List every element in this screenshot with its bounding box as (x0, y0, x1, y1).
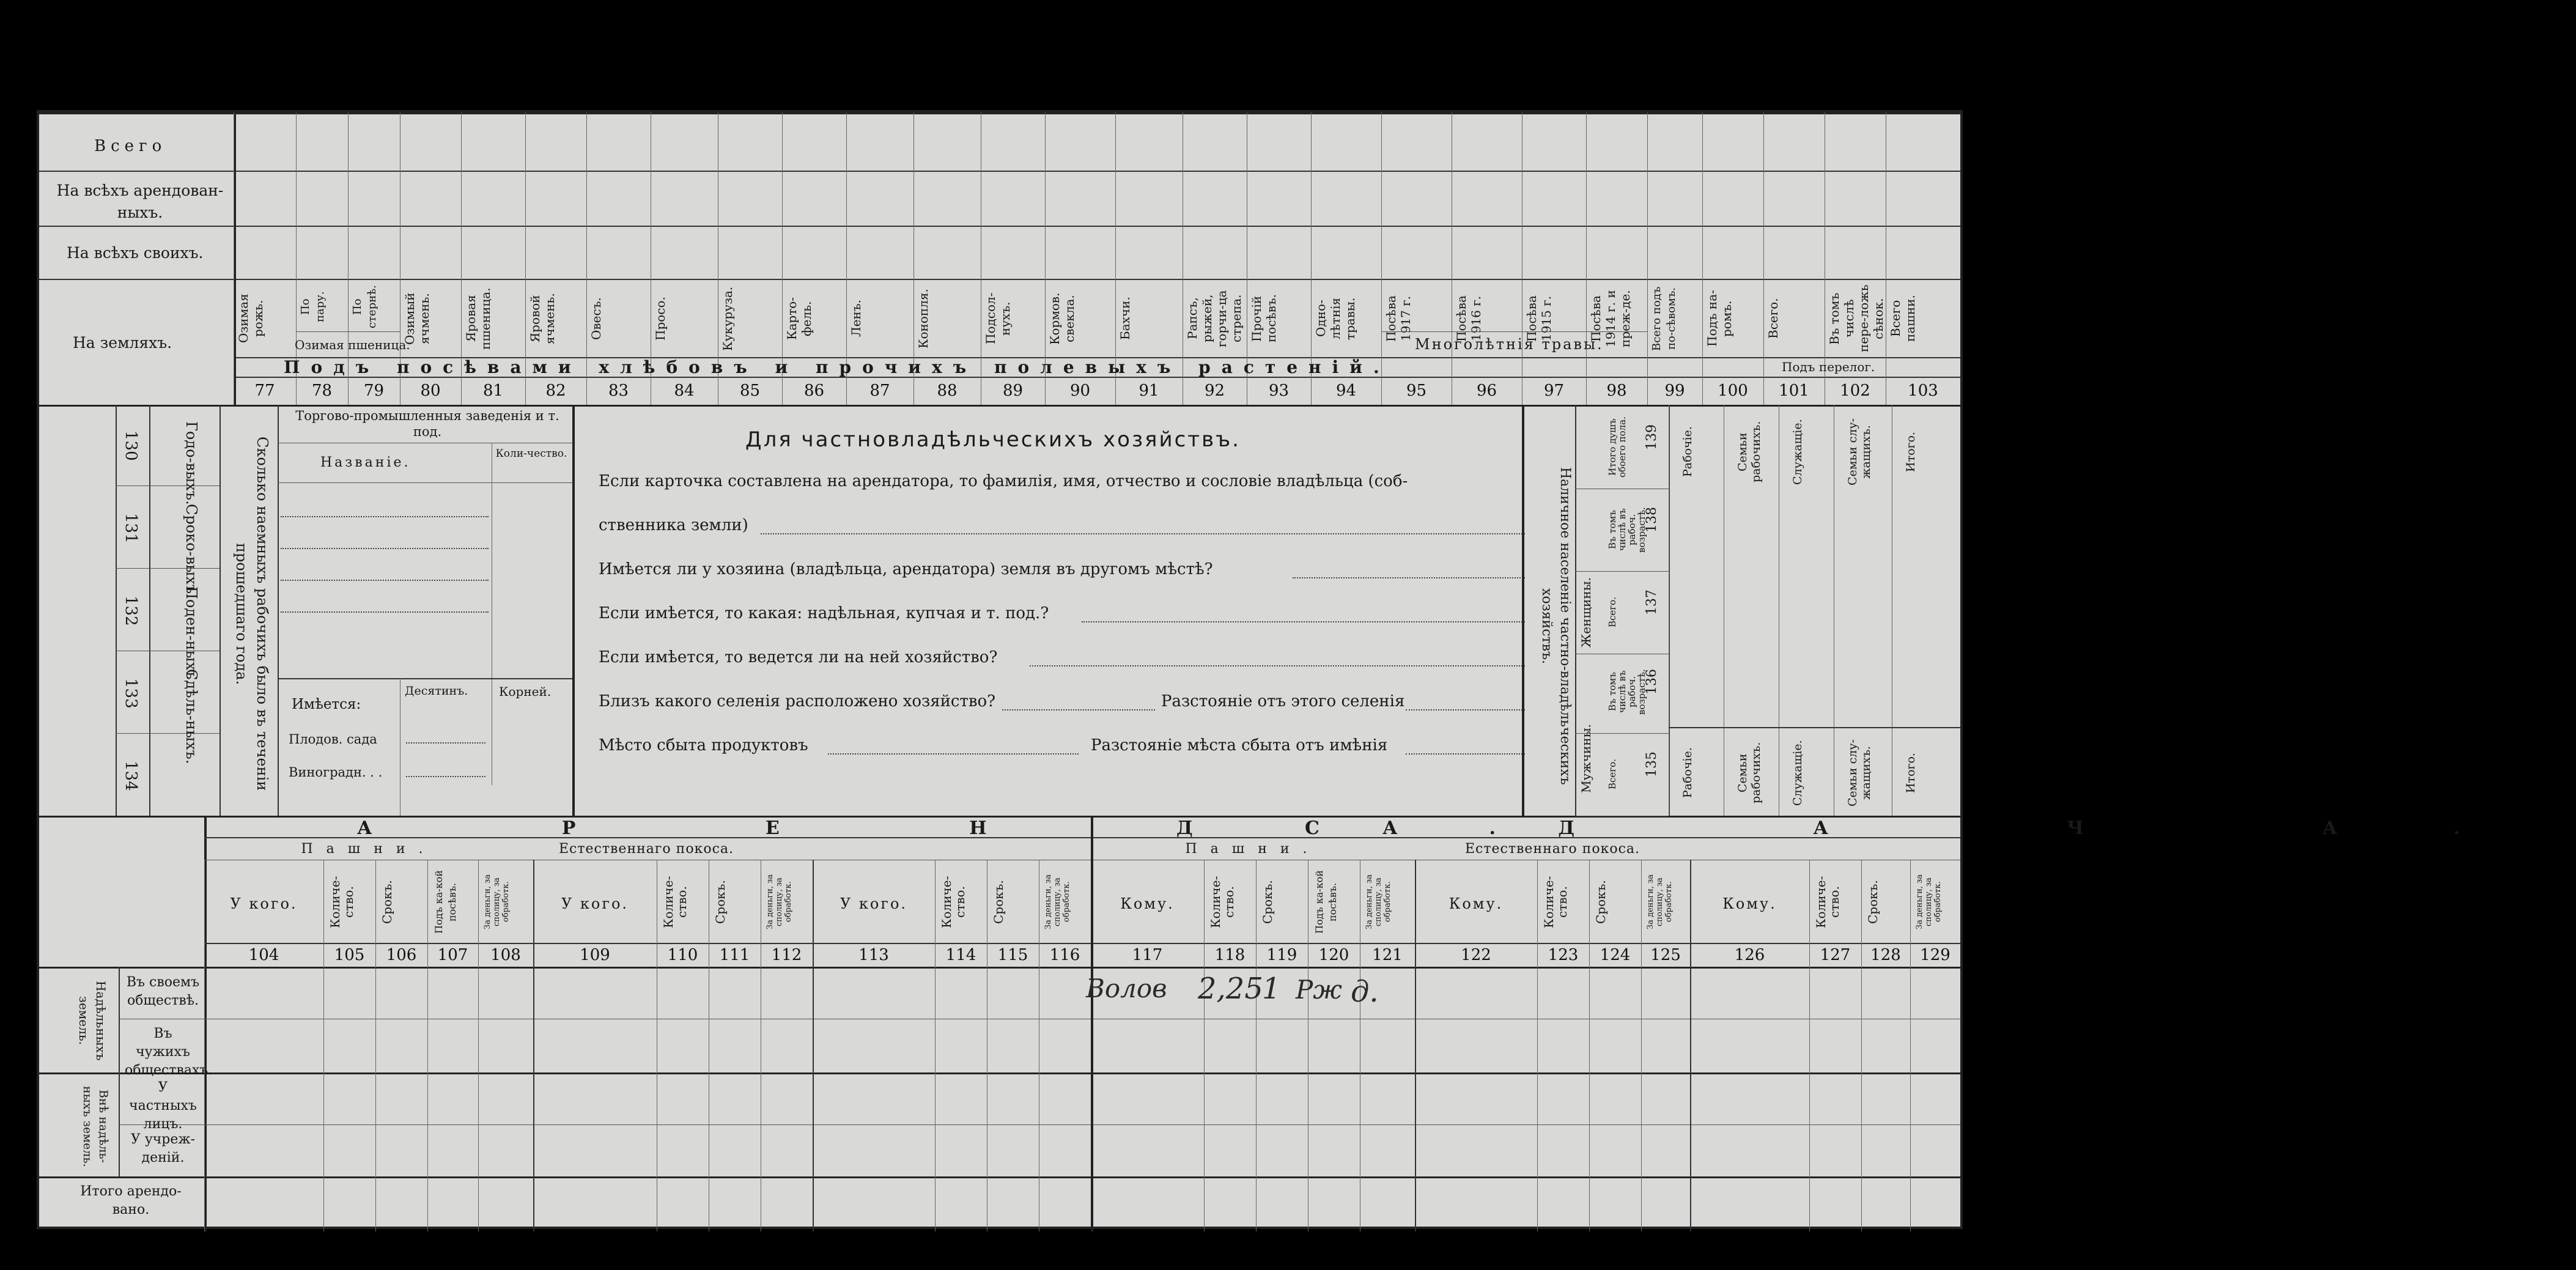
nadel-group: Надѣльныхъ земель. (76, 980, 108, 1061)
col-line (478, 860, 479, 1231)
crop-header: Кормов. свекла. (1047, 292, 1077, 345)
worker-col-header: Семьи рабочихъ. (1736, 742, 1763, 804)
row-line (296, 331, 400, 332)
vineyard-label: Виноградн. . . (289, 765, 383, 780)
question-3: Если имѣется, то какая: надѣльная, купчая и т. под.? (599, 604, 1049, 622)
column-number: 113 (858, 946, 889, 964)
col-line (1910, 860, 1911, 1231)
col-line (1415, 860, 1416, 1231)
column-number: 84 (674, 382, 695, 400)
col-line (935, 860, 936, 1231)
row-divider (39, 279, 1960, 280)
population-col-number: 139 (1644, 424, 1659, 450)
col-line (427, 860, 428, 1231)
col-line (1575, 405, 1576, 816)
lease-col-header: У кого. (561, 895, 629, 912)
lease-col-header: Количе-ство. (1541, 876, 1570, 928)
worker-col-header: Семьи слу-жащихъ. (1846, 418, 1873, 485)
lease-col-header: Срокъ. (380, 880, 394, 924)
row-line (39, 967, 1960, 969)
crop-header: Посѣва 1914 г. и преж-де. (1589, 290, 1633, 347)
row-line (278, 482, 572, 483)
col-130-label: Годо-выхъ. (183, 421, 200, 505)
women-label: Женщины. (1579, 577, 1593, 648)
worker-col-header: Итого. (1904, 432, 1917, 472)
column-number: 93 (1268, 382, 1290, 400)
row-line (1669, 727, 1960, 728)
col-line (533, 860, 534, 1231)
crop-header: По стернѣ. (351, 285, 378, 329)
lease-col-header: Срокъ. (1260, 880, 1275, 924)
col-line (323, 860, 324, 1231)
crop-header: Конопля. (916, 289, 931, 349)
lease-col-header: Количе-ство. (1814, 876, 1842, 928)
lease-col-header: Кому. (1722, 895, 1777, 912)
under-crops-banner: Подъ посѣвами хлѣбовъ и прочихъ полевыхъ растенiй. (284, 357, 1390, 377)
column-number: 115 (997, 946, 1028, 964)
worker-col-header: Служащiе. (1791, 740, 1804, 806)
crop-header: Одно-лѣтнiя травы. (1313, 297, 1357, 340)
lease-col-header: Количе-ство. (939, 876, 967, 928)
question-2: Имѣется ли у хозяина (владѣльца, арендатора) земля въ другомъ мѣстѣ? (599, 560, 1213, 578)
column-number: 118 (1214, 946, 1246, 964)
hw-payment: д. (1351, 975, 1379, 1009)
orchard-label: Плодов. сада (289, 732, 377, 747)
col-line (1647, 113, 1648, 405)
col-line (1861, 860, 1862, 1231)
col-line (813, 860, 814, 1231)
worker-col-header: Рабочiе. (1681, 426, 1694, 478)
blank-line (1406, 753, 1525, 755)
col-line (220, 405, 221, 816)
column-number: 119 (1266, 946, 1297, 964)
col-line (119, 967, 120, 1176)
blank-line (1406, 709, 1525, 711)
column-number: 89 (1002, 382, 1024, 400)
population-col-label: Въ томъ числѣ въ рабоч. возрастѣ. (1607, 507, 1647, 553)
hw-komu: Волов (1086, 973, 1167, 1003)
col-131-num: 131 (122, 513, 140, 544)
crop-header: Озимая рожь. (236, 294, 265, 344)
worker-col-header: Семьи слу-жащихъ. (1846, 739, 1873, 807)
column-number: 117 (1132, 946, 1163, 964)
column-number: 85 (739, 382, 761, 400)
col-133-num: 133 (122, 678, 140, 709)
col-line (1702, 113, 1703, 405)
column-number: 126 (1734, 946, 1765, 964)
row-line (204, 943, 1960, 944)
column-number: 86 (803, 382, 825, 400)
lease-col-header: За деньги, за сполицу, за обработк. (766, 874, 793, 930)
row-line (1381, 331, 1647, 332)
crop-header: Посѣва 1915 г. (1524, 295, 1554, 342)
row-institutions: У учреж-денiй. (130, 1132, 196, 1165)
question-5b: Разстоянiе отъ этого селенiя (1161, 692, 1405, 711)
question-6b: Разстоянiе мѣста сбыта отъ имѣнiя (1091, 736, 1388, 755)
crop-header: Кукуруза. (720, 286, 735, 351)
crop-header: Просо. (653, 297, 668, 341)
crop-header: Всего подъ по-сѣвомъ. (1650, 286, 1678, 351)
question-6: Мѣсто сбыта продуктовъ (599, 736, 808, 755)
col-134-num: 134 (122, 761, 140, 791)
column-number: 105 (334, 946, 365, 964)
lease-col-header: За деньги, за сполицу, за обработк. (1915, 874, 1943, 930)
trade-qty-col: Коли-чество. (495, 448, 567, 460)
column-number: 82 (545, 382, 566, 400)
crop-header: Бахчи. (1118, 297, 1132, 341)
crop-header: Посѣва 1916 г. (1454, 295, 1483, 342)
col-line (1589, 860, 1590, 1231)
column-number: 95 (1406, 382, 1427, 400)
row-line (116, 485, 220, 486)
row-line (116, 568, 220, 569)
blank-line (281, 548, 489, 549)
column-number: 100 (1718, 382, 1748, 400)
column-number: 102 (1840, 382, 1870, 400)
col-132-label: Поден-ныхъ. (183, 586, 200, 684)
sdacha-banner: С Д А Ч А. (1305, 818, 2576, 839)
desyatin-col: Десятинъ. (405, 684, 468, 698)
question-5: Близъ какого селенiя расположено хозяйство? (599, 692, 996, 711)
col-line (1204, 860, 1205, 1231)
winter-wheat-group: Озимая пшеница. (295, 338, 410, 352)
col-line (375, 860, 376, 1231)
crop-header: Рапсъ, рыжей, горчи-ца стрепа. (1185, 290, 1244, 347)
col-line (1256, 860, 1257, 1231)
blank-line (281, 516, 489, 517)
column-number: 92 (1204, 382, 1225, 400)
crop-header: По пару. (299, 291, 327, 323)
column-number: 121 (1372, 946, 1403, 964)
lease-col-header: Срокъ. (991, 880, 1006, 924)
lease-col-header: У кого. (230, 895, 298, 912)
worker-col-header: Служащiе. (1791, 419, 1804, 485)
lease-col-header: Количе-ство. (661, 876, 689, 928)
column-number: 125 (1650, 946, 1681, 964)
row-line (119, 1124, 1960, 1125)
column-number: 124 (1600, 946, 1631, 964)
column-number: 80 (420, 382, 441, 400)
crop-header: Подъ на-ромъ. (1705, 290, 1734, 347)
fallow-label: Подъ перелог. (1782, 360, 1875, 374)
col-line (1586, 113, 1587, 405)
col-line (572, 405, 575, 816)
col-line (1809, 860, 1810, 1231)
blank-line (406, 776, 485, 777)
col-line (1537, 860, 1538, 1231)
column-number: 106 (386, 946, 417, 964)
lease-col-header: Подъ ка-кой посѣвъ. (1313, 870, 1338, 934)
column-number: 122 (1461, 946, 1491, 964)
row-own-community: Въ своемъ обществѣ. (126, 975, 200, 1008)
population-label: Наличное населенiе частно-владѣльческихъ хозяйствъ. (1539, 467, 1573, 785)
col-133-label: Сдѣль-ныхъ. (183, 669, 200, 764)
blank-line (1293, 577, 1525, 578)
crop-header: Всего. (1766, 298, 1781, 339)
lease-col-header: Кому. (1449, 895, 1504, 912)
column-number: 110 (667, 946, 698, 964)
blank-line (281, 580, 489, 581)
section-divider (39, 405, 1960, 407)
crop-header: Озимый ячмень. (402, 292, 432, 345)
col-130-num: 130 (122, 430, 140, 461)
lease-col-header: За деньги, за сполицу, за обработк. (1044, 874, 1071, 930)
crop-header: Прочiй посѣвъ. (1249, 294, 1279, 343)
row-label-rented: На всѣхъ арендован-ныхъ. (56, 182, 224, 221)
blank-line (828, 753, 1079, 755)
population-col-label: Итого душъ обоего пола. (1607, 416, 1628, 478)
column-number: 94 (1335, 382, 1357, 400)
column-number: 87 (869, 382, 890, 400)
column-number: 77 (254, 382, 275, 400)
arenda-pokos-label: Естественнаго покоса. (558, 841, 734, 857)
column-number: 91 (1139, 382, 1159, 400)
col-132-num: 132 (122, 596, 140, 626)
crop-header: Всего пашни. (1888, 295, 1917, 342)
population-col-label: Всего. (1607, 597, 1618, 628)
column-number: 101 (1779, 382, 1809, 400)
column-number: 114 (945, 946, 976, 964)
column-number: 111 (719, 946, 750, 964)
trade-title: Торгово-промышленныя заведенiя и т. под. (295, 408, 559, 439)
column-number: 129 (1920, 946, 1950, 964)
column-number: 99 (1664, 382, 1685, 400)
row-line (1575, 733, 1669, 734)
row-line (39, 1072, 1960, 1074)
col-line (1690, 860, 1691, 1231)
column-number: 103 (1908, 382, 1938, 400)
census-form-sheet (37, 110, 2576, 1229)
crop-header: Ленъ. (849, 300, 863, 338)
blank-line (281, 611, 489, 613)
col-line (116, 405, 117, 816)
column-number: 88 (937, 382, 958, 400)
blank-line (761, 533, 1525, 534)
column-number: 90 (1069, 382, 1091, 400)
column-number: 96 (1476, 382, 1497, 400)
question-4: Если имѣется, то ведется ли на ней хозяйство? (599, 648, 998, 666)
column-number: 104 (248, 946, 279, 964)
crop-header: Въ томъ числѣ пере-ложь сѣнок. (1827, 284, 1886, 353)
column-number: 98 (1606, 382, 1627, 400)
vne-group: Внѣ надѣль-ныхъ земель. (81, 1085, 110, 1167)
worker-col-header: Семьи рабочихъ. (1736, 421, 1763, 483)
hw-crop: Рж (1296, 975, 1343, 1005)
lease-col-header: Кому. (1120, 895, 1175, 912)
hired-workers-label: Сколько наемныхъ рабочихъ было въ теченiи прошедшаго года. (233, 437, 271, 791)
sdacha-pashni-label: Пашни. (1185, 841, 1321, 857)
crop-header: Овесъ. (589, 297, 603, 340)
column-number: 128 (1870, 946, 1901, 964)
row-line (39, 1176, 1960, 1178)
population-col-number: 137 (1644, 589, 1659, 615)
crop-header: Яровая пшеница. (463, 287, 493, 350)
column-number: 78 (311, 382, 333, 400)
hw-term: 1 (1262, 972, 1281, 1006)
crop-header: Подсол-нухъ. (983, 292, 1013, 345)
col-line (1091, 816, 1093, 1231)
worker-col-header: Итого. (1904, 753, 1917, 793)
has-label: Имѣется: (292, 696, 361, 712)
population-col-number: 136 (1644, 669, 1659, 695)
row-label-own: На всѣхъ своихъ. (67, 244, 204, 262)
worker-col-header: Рабочiе. (1681, 747, 1694, 799)
col-line (1763, 113, 1764, 405)
column-number: 120 (1318, 946, 1349, 964)
blank-line (1030, 665, 1525, 666)
arenda-pashni-label: Пашни. (301, 841, 437, 857)
lease-col-header: Количе-ство. (1208, 876, 1236, 928)
row-private-persons: У частныхъ лицъ. (129, 1080, 197, 1132)
col-line (204, 860, 205, 1231)
population-col-label: Въ томъ числѣ въ рабоч. возрастѣ. (1607, 669, 1647, 715)
question-1b: ственника земли) (599, 516, 748, 534)
row-label-total: Всего (94, 137, 167, 155)
population-col-label: Всего. (1607, 759, 1618, 790)
column-number: 108 (490, 946, 521, 964)
col-line (1641, 860, 1642, 1231)
col-line (149, 405, 150, 816)
column-number: 107 (437, 946, 468, 964)
private-title: Для частновладѣльческихъ хозяйствъ. (745, 427, 1241, 452)
row-divider (39, 226, 1960, 227)
crop-header: Посѣва 1917 г. (1384, 295, 1413, 342)
lease-col-header: Подъ ка-кой посѣвъ. (433, 870, 458, 934)
blank-line (1082, 621, 1525, 622)
row-line (1575, 571, 1669, 572)
column-number: 127 (1820, 946, 1851, 964)
col-line (1522, 405, 1524, 816)
column-number: 116 (1049, 946, 1080, 964)
column-number: 112 (771, 946, 802, 964)
row-other-communities: Въ чужихъ обществахъ. (125, 1026, 213, 1078)
column-number: 123 (1548, 946, 1579, 964)
column-number: 109 (580, 946, 610, 964)
row-line (116, 733, 220, 734)
column-number: 81 (482, 382, 504, 400)
lease-col-header: За деньги, за сполицу, за обработк. (1646, 874, 1674, 930)
lease-col-header: Срокъ. (713, 880, 728, 924)
roots-col: Корней. (499, 684, 552, 699)
lease-col-header: Срокъ. (1593, 880, 1608, 924)
col-131-label: Сроко-выхъ. (183, 504, 200, 599)
column-number: 83 (608, 382, 629, 400)
men-label: Мужчины. (1579, 724, 1593, 793)
top-border (39, 113, 1960, 114)
blank-line (406, 742, 485, 744)
blank-line (1002, 709, 1155, 711)
column-number: 79 (363, 382, 385, 400)
lease-col-header: Количе-ство. (328, 876, 356, 928)
trade-name-col: Названiе. (320, 455, 411, 470)
row-label-on-lands: На земляхъ. (73, 334, 172, 352)
crop-header: Карто-фель. (784, 297, 814, 341)
sdacha-pokos-label: Естественнаго покоса. (1464, 841, 1640, 857)
lease-col-header: У кого. (840, 895, 908, 912)
lease-col-header: Срокъ. (1866, 880, 1880, 924)
column-number: 97 (1543, 382, 1565, 400)
row-total-rented: Итого арендо-вано. (80, 1184, 182, 1217)
hw-qty: 2,25 (1198, 972, 1263, 1006)
population-col-number: 138 (1644, 507, 1659, 533)
lease-col-header: За деньги, за сполицу, за обработк. (483, 874, 511, 930)
population-col-number: 135 (1644, 751, 1659, 777)
row-line (278, 678, 572, 679)
lease-col-header: За деньги, за сполицу, за обработк. (1365, 874, 1392, 930)
crop-header: Яровой ячмень. (528, 293, 557, 344)
arenda-banner: А Р Е Н Д А. (357, 818, 1587, 839)
col-line (278, 405, 279, 816)
question-1a: Если карточка составлена на арендатора, то фамилiя, имя, отчество и сословiе владѣльца (соб- (599, 472, 1408, 490)
perennial-grass-group: Многолѣтнiя травы. (1415, 336, 1604, 353)
row-divider (39, 171, 1960, 172)
